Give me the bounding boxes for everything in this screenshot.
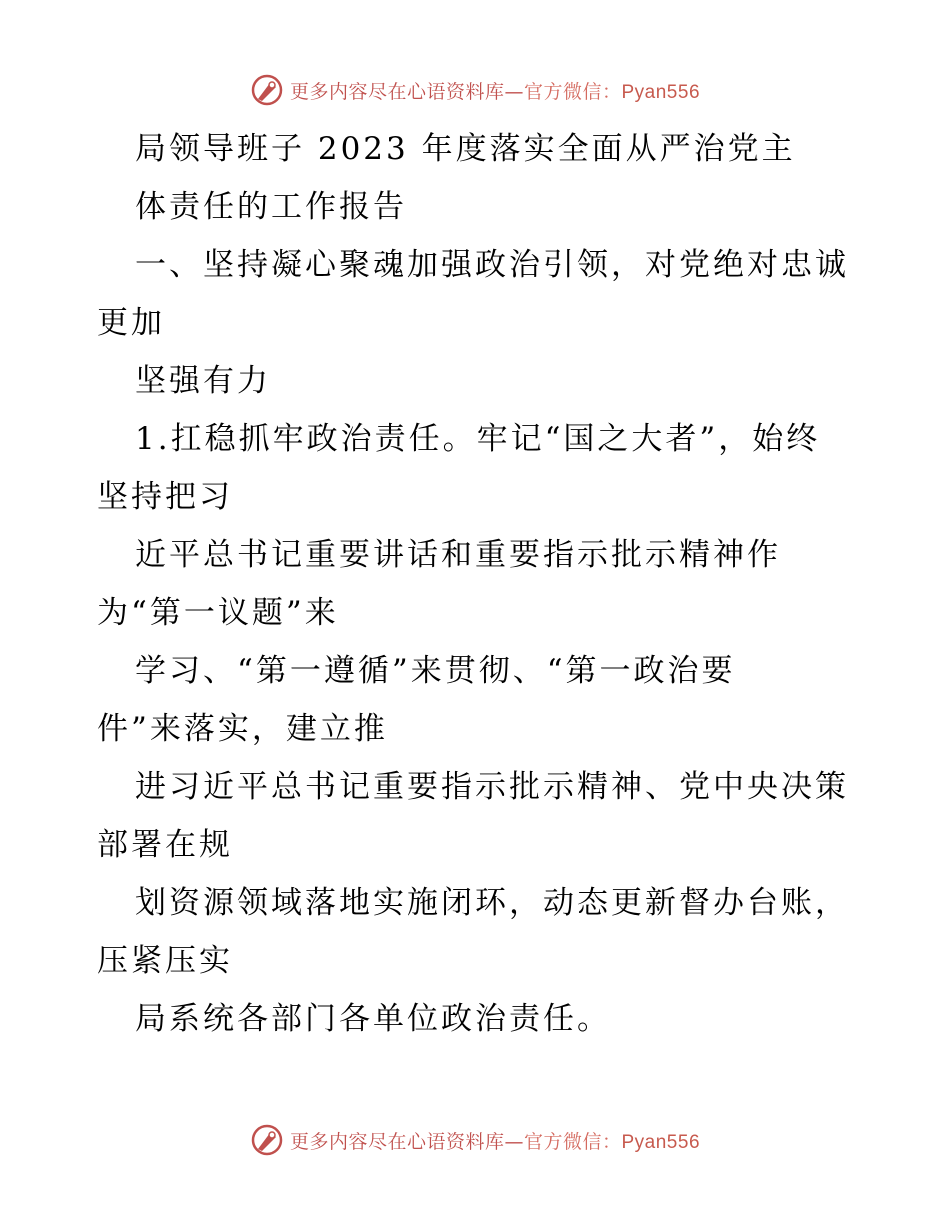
footer-banner-wechat-label: 官方微信： [523, 1130, 622, 1153]
section-heading-line-2: 更加 [97, 305, 165, 341]
footer-banner-main: 更多内容尽在心语资料库 [289, 1130, 505, 1153]
header-banner [0, 70, 950, 110]
section-heading-line-1: 一、坚持凝心聚魂加强政治引领，对党绝对忠诚 [135, 247, 849, 283]
header-banner-separator: — [504, 80, 524, 103]
title-line-1: 局领导班子 2023 年度落实全面从严治党主 [135, 131, 796, 167]
header-banner-text [290, 77, 700, 104]
header-banner-wechat-label: 官方微信： [523, 80, 622, 103]
footer-banner [0, 1120, 950, 1160]
pen-nib-logo-icon [250, 73, 284, 107]
paragraph-line-6: 件”来落实，建立推 [97, 711, 388, 747]
section-heading-line-3: 坚强有力 [135, 363, 271, 399]
paragraph-line-1: 1.扛稳抓牢政治责任。牢记“国之大者”，始终 [135, 421, 821, 457]
paragraph-line-7: 进习近平总书记重要指示批示精神、党中央决策 [135, 769, 849, 805]
paragraph-line-8: 部署在规 [97, 827, 233, 863]
paragraph-line-10: 压紧压实 [97, 943, 233, 979]
paragraph-line-4: 为“第一议题”来 [97, 595, 339, 631]
footer-banner-text [290, 1127, 700, 1154]
header-banner-wechat-id: Pyan556 [621, 81, 701, 103]
paragraph-line-9: 划资源领域落地实施闭环，动态更新督办台账， [135, 885, 849, 921]
footer-banner-wechat-id: Pyan556 [621, 1131, 701, 1153]
title-line-2: 体责任的工作报告 [135, 189, 407, 225]
pen-nib-logo-icon [250, 1123, 284, 1157]
document-body [97, 120, 887, 1048]
header-banner-main: 更多内容尽在心语资料库 [289, 80, 505, 103]
paragraph-line-11: 局系统各部门各单位政治责任。 [135, 1001, 611, 1037]
footer-banner-separator: — [504, 1130, 524, 1153]
paragraph-line-2: 坚持把习 [97, 479, 233, 515]
paragraph-line-5: 学习、“第一遵循”来贯彻、“第一政治要 [135, 653, 736, 689]
paragraph-line-3: 近平总书记重要讲话和重要指示批示精神作 [135, 537, 781, 573]
